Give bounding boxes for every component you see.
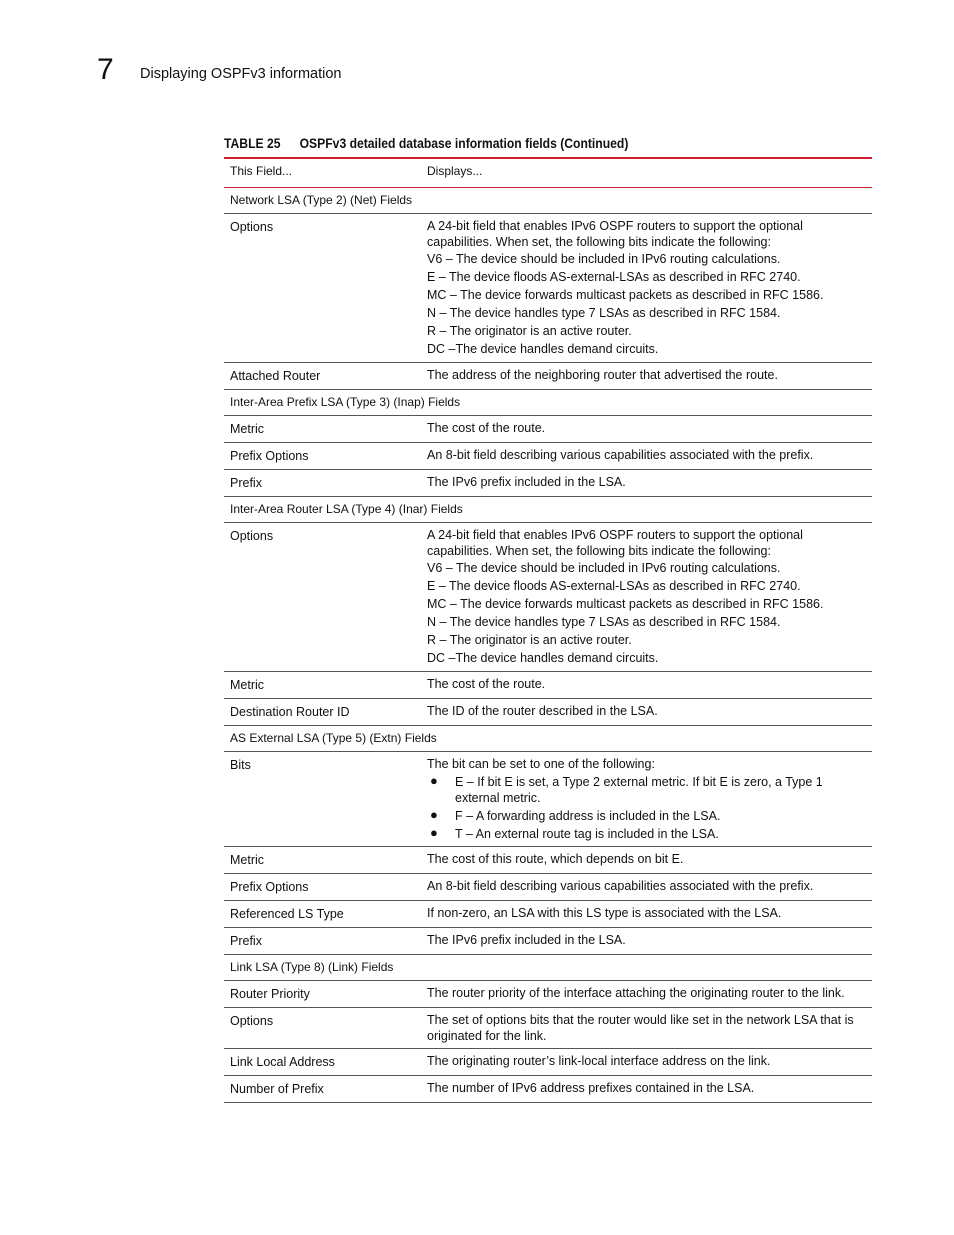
bit-description: DC –The device handles demand circuits.	[427, 342, 659, 356]
section-row	[224, 726, 872, 752]
field-name: Prefix Options	[224, 443, 421, 470]
description-text: The address of the neighboring router that advertised the route.	[427, 368, 778, 382]
field-description	[421, 1049, 872, 1076]
bullet-text: T – An external route tag is included in the LSA.	[455, 827, 719, 841]
field-name: Destination Router ID	[224, 699, 421, 726]
bullet-text: E – If bit E is set, a Type 2 external metric. If bit E is zero, a Type 1 external metric.	[455, 775, 823, 805]
table-row	[224, 672, 872, 699]
field-name: Prefix Options	[224, 874, 421, 901]
field-description	[421, 981, 872, 1008]
field-name: Link Local Address	[224, 1049, 421, 1076]
field-name: Prefix	[224, 928, 421, 955]
bit-description: MC – The device forwards multicast packets as described in RFC 1586.	[427, 288, 824, 302]
bullet-text: F – A forwarding address is included in the LSA.	[455, 809, 721, 823]
field-name: Metric	[224, 847, 421, 874]
field-description	[421, 470, 872, 497]
description-text: A 24-bit field that enables IPv6 OSPF routers to support the optional capabilities. When set, the following bits indicate the following:	[427, 219, 803, 249]
fields-table	[224, 159, 872, 1103]
description-text: The cost of the route.	[427, 421, 546, 435]
description-text: The router priority of the interface attaching the originating router to the link.	[427, 986, 845, 1000]
table-body	[224, 188, 872, 1103]
description-text: The bit can be set to one of the following:	[427, 757, 655, 771]
bullet-list	[427, 774, 866, 842]
table-header-row	[224, 159, 872, 188]
table-row	[224, 928, 872, 955]
table-row	[224, 416, 872, 443]
table-row	[224, 847, 872, 874]
bit-description: E – The device floods AS-external-LSAs as described in RFC 2740.	[427, 270, 801, 284]
table-row	[224, 523, 872, 672]
description-text: The originating router’s link-local interface address on the link.	[427, 1054, 771, 1068]
field-description	[421, 699, 872, 726]
section-title: Inter-Area Router LSA (Type 4) (Inar) Fields	[224, 497, 872, 523]
table-row	[224, 699, 872, 726]
table-row	[224, 443, 872, 470]
description-text: The IPv6 prefix included in the LSA.	[427, 475, 626, 489]
table-caption-label: TABLE 25	[224, 136, 281, 151]
table-row	[224, 981, 872, 1008]
section-title: Network LSA (Type 2) (Net) Fields	[224, 188, 872, 214]
field-name: Number of Prefix	[224, 1076, 421, 1103]
description-text: The IPv6 prefix included in the LSA.	[427, 933, 626, 947]
section-title: Inter-Area Prefix LSA (Type 3) (Inap) Fields	[224, 390, 872, 416]
bullet-icon: ●	[430, 807, 438, 822]
description-text: If non-zero, an LSA with this LS type is associated with the LSA.	[427, 906, 782, 920]
bit-description: MC – The device forwards multicast packets as described in RFC 1586.	[427, 597, 824, 611]
field-description	[421, 1076, 872, 1103]
bullet-item	[427, 808, 866, 824]
field-name: Options	[224, 523, 421, 672]
table-row	[224, 363, 872, 390]
section-title: AS External LSA (Type 5) (Extn) Fields	[224, 726, 872, 752]
description-text: A 24-bit field that enables IPv6 OSPF routers to support the optional capabilities. When set, the following bits indicate the following:	[427, 528, 803, 558]
section-row	[224, 955, 872, 981]
bit-description: R – The originator is an active router.	[427, 324, 632, 338]
field-name: Prefix	[224, 470, 421, 497]
section-row	[224, 188, 872, 214]
field-description	[421, 901, 872, 928]
field-description	[421, 874, 872, 901]
table-row	[224, 1049, 872, 1076]
chapter-number: 7	[97, 53, 114, 86]
field-name: Bits	[224, 752, 421, 847]
section-row	[224, 390, 872, 416]
bit-description: N – The device handles type 7 LSAs as described in RFC 1584.	[427, 306, 781, 320]
section-row	[224, 497, 872, 523]
table-row	[224, 470, 872, 497]
running-title: Displaying OSPFv3 information	[140, 66, 342, 82]
column-header-displays: Displays...	[421, 159, 872, 188]
description-text: An 8-bit field describing various capabilities associated with the prefix.	[427, 448, 814, 462]
field-description	[421, 847, 872, 874]
bullet-icon: ●	[430, 773, 438, 788]
field-description	[421, 523, 872, 672]
table-caption	[224, 136, 628, 151]
table-row	[224, 1008, 872, 1049]
description-text: The cost of this route, which depends on bit E.	[427, 852, 684, 866]
field-description	[421, 363, 872, 390]
field-name: Referenced LS Type	[224, 901, 421, 928]
field-name: Metric	[224, 672, 421, 699]
field-description	[421, 752, 872, 847]
field-description	[421, 443, 872, 470]
bit-description: N – The device handles type 7 LSAs as described in RFC 1584.	[427, 615, 781, 629]
field-description	[421, 1008, 872, 1049]
bullet-item	[427, 774, 866, 806]
bit-description: DC –The device handles demand circuits.	[427, 651, 659, 665]
field-name: Router Priority	[224, 981, 421, 1008]
table-row	[224, 1076, 872, 1103]
bit-description: R – The originator is an active router.	[427, 633, 632, 647]
table-caption-title: OSPFv3 detailed database information fields (Continued)	[299, 136, 629, 151]
bit-description: V6 – The device should be included in IPv6 routing calculations.	[427, 561, 781, 575]
table-row	[224, 214, 872, 363]
fields-table-container	[224, 157, 872, 1103]
field-description	[421, 214, 872, 363]
field-name: Attached Router	[224, 363, 421, 390]
description-text: The ID of the router described in the LSA.	[427, 704, 658, 718]
field-name: Metric	[224, 416, 421, 443]
column-header-field: This Field...	[224, 159, 421, 188]
bullet-icon: ●	[430, 825, 438, 840]
table-row	[224, 901, 872, 928]
section-title: Link LSA (Type 8) (Link) Fields	[224, 955, 872, 981]
table-row	[224, 752, 872, 847]
field-name: Options	[224, 214, 421, 363]
field-name: Options	[224, 1008, 421, 1049]
description-text: The number of IPv6 address prefixes contained in the LSA.	[427, 1081, 755, 1095]
field-description	[421, 928, 872, 955]
table-row	[224, 874, 872, 901]
description-text: The set of options bits that the router would like set in the network LSA that is originated for the link.	[427, 1013, 854, 1043]
bit-description: E – The device floods AS-external-LSAs as described in RFC 2740.	[427, 579, 801, 593]
description-text: An 8-bit field describing various capabilities associated with the prefix.	[427, 879, 814, 893]
field-description	[421, 672, 872, 699]
field-description	[421, 416, 872, 443]
bit-description: V6 – The device should be included in IPv6 routing calculations.	[427, 252, 781, 266]
bullet-item	[427, 826, 866, 842]
description-text: The cost of the route.	[427, 677, 546, 691]
